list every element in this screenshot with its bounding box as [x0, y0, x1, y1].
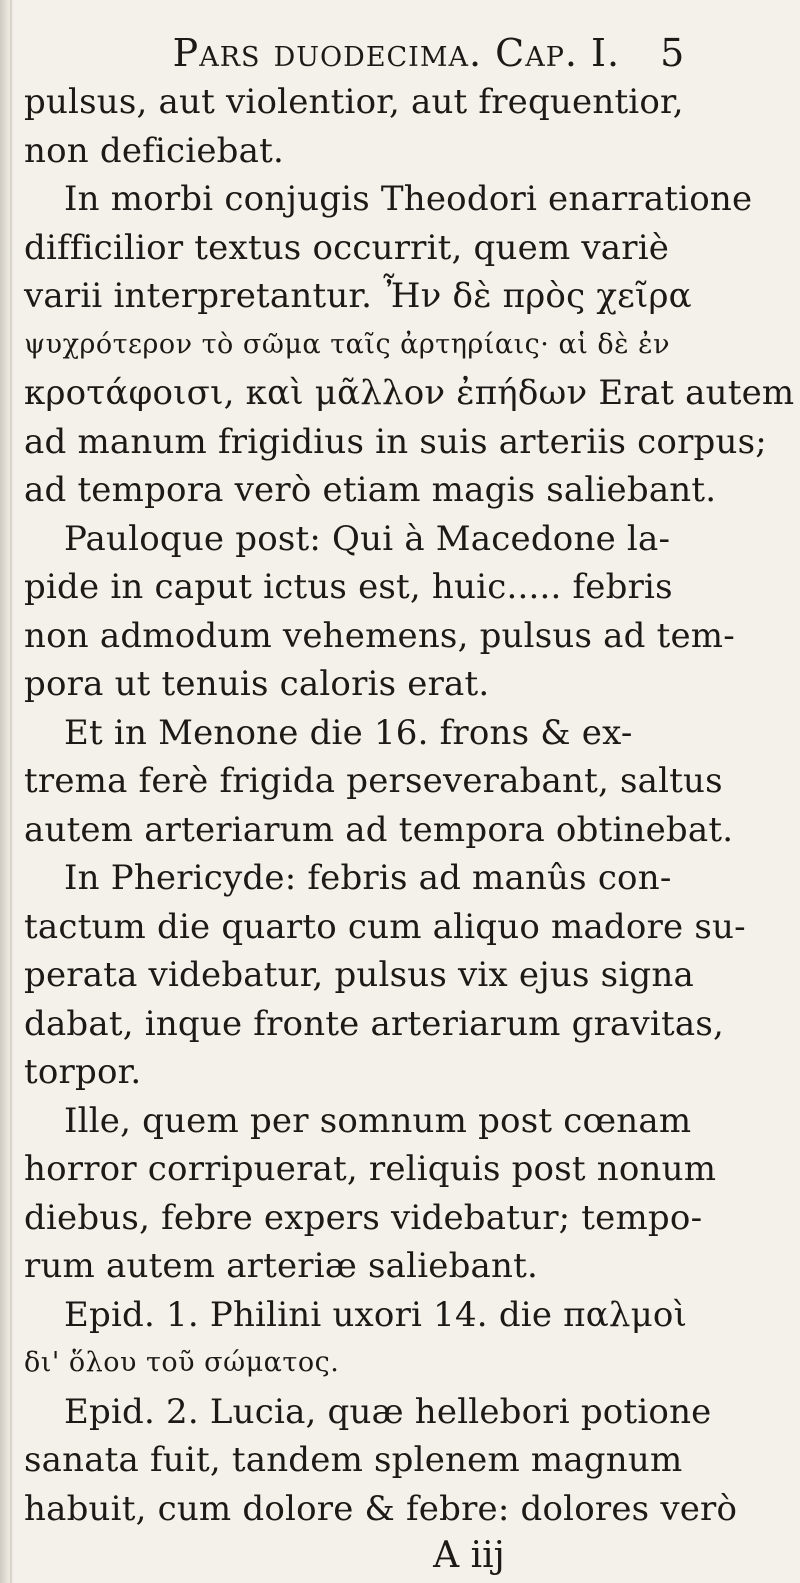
- text-line: Epid. 1. Philini uxori 14. die παλμοὶ: [64, 1294, 688, 1335]
- text-line-greek: ψυχρότερον τὸ σῶμα ταῖς ἀρτηρίαις· αἱ δὲ ἐν: [24, 328, 671, 360]
- text-line: Ille, quem per somnum post cœnam: [64, 1100, 692, 1141]
- text-line: In morbi conjugis Theodori enarratione: [64, 179, 753, 219]
- text-line: ad manum frigidius in suis arteriis corpus;: [24, 421, 767, 462]
- text-line: horror corripuerat, reliquis post nonum: [24, 1149, 717, 1189]
- running-title: Pars duodecima. Cap. I.: [172, 31, 621, 75]
- text-line: torpor.: [24, 1052, 142, 1092]
- text-line: diebus, febre expers videbatur; tempo-: [24, 1197, 703, 1238]
- running-header: [64, 28, 794, 78]
- signature-mark: A iij: [433, 1535, 505, 1576]
- text-line: Pauloque post: Qui à Macedone la-: [64, 518, 671, 559]
- text-line: pide in caput ictus est, huic..... febris: [24, 567, 673, 607]
- text-line: Epid. 2. Lucia, quæ hellebori potione: [64, 1391, 712, 1432]
- text-line: κροτάφοισι, καὶ μᾶλλον ἐπήδων Erat autem: [24, 373, 795, 413]
- page-edge-line: [10, 0, 12, 1583]
- text-line: habuit, cum dolore & febre: dolores verò: [24, 1488, 738, 1529]
- text-line: non admodum vehemens, pulsus ad tem-: [24, 615, 735, 656]
- text-line: autem arteriarum ad tempora obtinebat.: [24, 809, 734, 850]
- text-line: In Phericyde: febris ad manûs con-: [64, 858, 672, 898]
- text-line: non deficiebat.: [24, 130, 284, 171]
- text-line: Et in Menone die 16. frons & ex-: [64, 712, 633, 753]
- text-line: tactum die quarto cum aliquo madore su-: [24, 906, 746, 947]
- text-line: rum autem arteriæ saliebant.: [24, 1246, 538, 1286]
- page-number: 5: [660, 31, 686, 75]
- text-line: pora ut tenuis caloris erat.: [24, 664, 490, 704]
- text-line: varii interpretantur. Ἦν δὲ πρὸς χεῖρα: [24, 276, 692, 316]
- text-line: perata videbatur, pulsus vix ejus signa: [24, 955, 694, 995]
- text-line: difficilior textus occurrit, quem variè: [24, 227, 670, 268]
- text-line: sanata fuit, tandem splenem magnum: [24, 1440, 683, 1480]
- text-line: trema ferè frigida perseverabant, saltus: [24, 761, 723, 801]
- text-line: pulsus, aut violentior, aut frequentior,: [24, 82, 684, 122]
- text-line: dabat, inque fronte arteriarum gravitas,: [24, 1003, 724, 1044]
- text-column: [24, 28, 794, 1579]
- text-line-greek: δι' ὅλου τοῦ σώματος.: [24, 1347, 340, 1378]
- text-line: ad tempora verò etiam magis saliebant.: [24, 470, 717, 510]
